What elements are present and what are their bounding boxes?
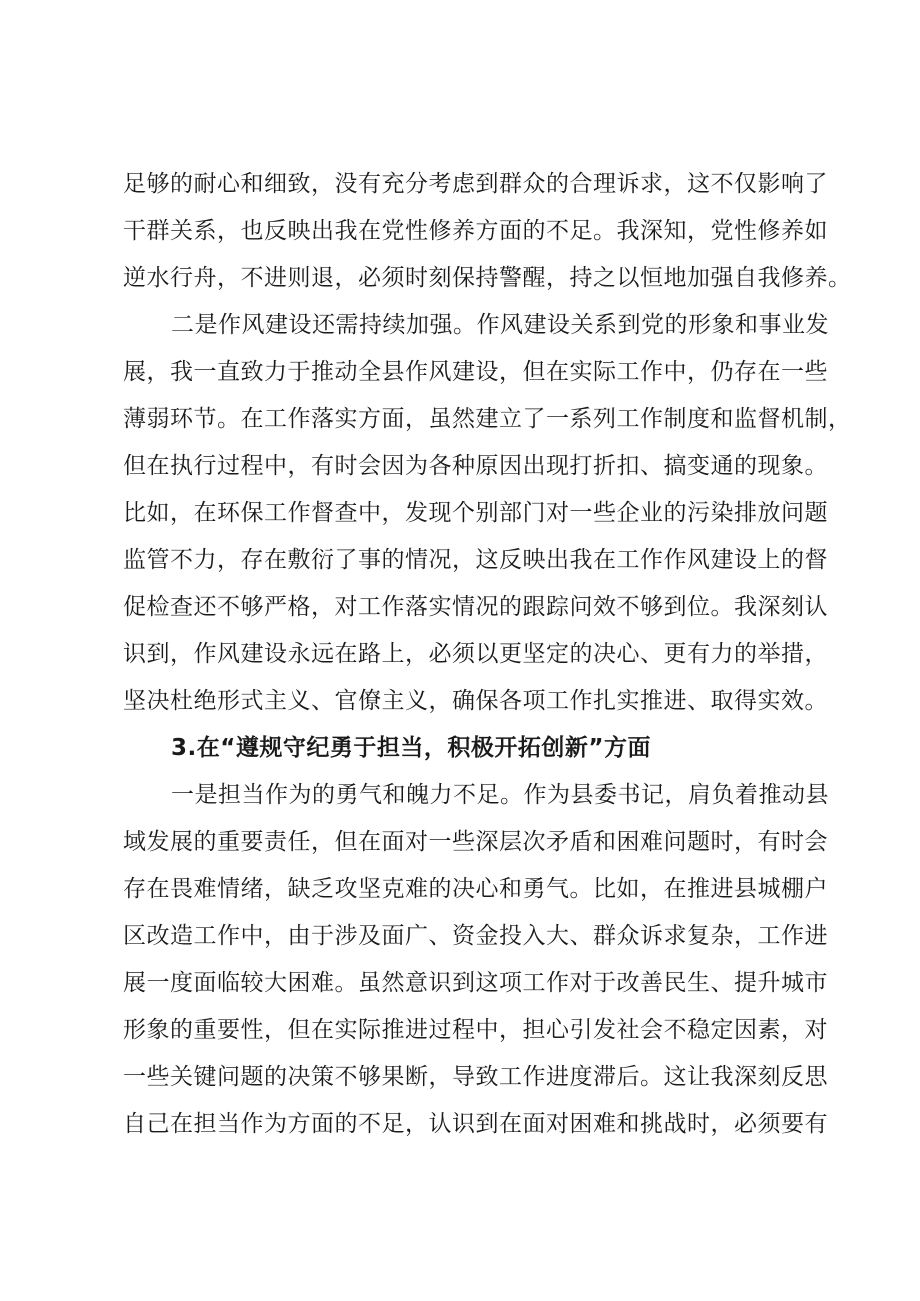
paragraph-line: 一些关键问题的决策不够果断，导致工作进度滞后。这让我深刻反思 (123, 1064, 828, 1090)
paragraph-line: 一是担当作为的勇气和魄力不足。作为县委书记，肩负着推动县 (171, 782, 829, 808)
paragraph-line: 足够的耐心和细致，没有充分考虑到群众的合理诉求，这不仅影响了 (123, 171, 828, 197)
paragraph-line: 二是作风建设还需持续加强。作风建设关系到党的形象和事业发 (171, 312, 829, 338)
paragraph-line: 域发展的重要责任，但在面对一些深层次矛盾和困难问题时，有时会 (123, 829, 828, 855)
paragraph-line: 存在畏难情绪，缺乏攻坚克难的决心和勇气。比如，在推进县城棚户 (123, 876, 828, 902)
paragraph-line: 自己在担当作为方面的不足，认识到在面对困难和挑战时，必须要有 (123, 1111, 828, 1137)
paragraph-line: 但在执行过程中，有时会因为各种原因出现打折扣、搞变通的现象。 (123, 453, 828, 479)
paragraph-line: 展一度面临较大困难。虽然意识到这项工作对于改善民生、提升城市 (123, 970, 828, 996)
paragraph-line: 干群关系，也反映出我在党性修养方面的不足。我深知，党性修养如 (123, 218, 828, 244)
paragraph-line: 区改造工作中，由于涉及面广、资金投入大、群众诉求复杂，工作进 (123, 923, 828, 949)
paragraph-line: 促检查还不够严格，对工作落实情况的跟踪问效不够到位。我深刻认 (123, 594, 828, 620)
paragraph-line: 形象的重要性，但在实际推进过程中，担心引发社会不稳定因素，对 (123, 1017, 828, 1043)
paragraph-line: 监管不力，存在敷衍了事的情况，这反映出我在工作作风建设上的督 (123, 547, 828, 573)
paragraph-line: 展，我一直致力于推动全县作风建设，但在实际工作中，仍存在一些 (123, 359, 828, 385)
paragraph-line: 薄弱环节。在工作落实方面，虽然建立了一系列工作制度和监督机制， (123, 406, 852, 432)
section-heading: 3.在“遵规守纪勇于担当，积极开拓创新”方面 (171, 735, 651, 761)
paragraph-line: 逆水行舟，不进则退，必须时刻保持警醒，持之以恒地加强自我修养。 (123, 265, 852, 291)
paragraph-line: 识到，作风建设永远在路上，必须以更坚定的决心、更有力的举措， (123, 641, 828, 667)
paragraph-line: 坚决杜绝形式主义、官僚主义，确保各项工作扎实推进、取得实效。 (123, 688, 828, 714)
paragraph-line: 比如，在环保工作督查中，发现个别部门对一些企业的污染排放问题 (123, 500, 828, 526)
